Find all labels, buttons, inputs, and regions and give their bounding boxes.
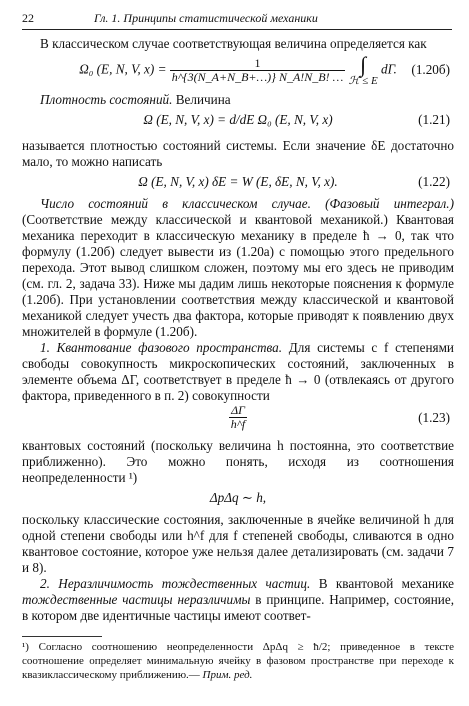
paragraph-phase-quantization — [22, 340, 454, 404]
eq-123-numerator: ΔΓ — [229, 404, 247, 418]
integral-sign: ∫ ℋ ≤ E — [348, 52, 378, 87]
number-of-states-heading: Число состояний в классическом случае. (Фазовый интеграл.) — [40, 196, 454, 211]
equation-1-23 — [22, 404, 454, 438]
equation-number-1-20b: (1.20б) — [411, 62, 450, 77]
indistinguishability-text-a: В квантовой механике — [310, 576, 455, 591]
eq-120b-lhs: Ω₀ (E, N, V, x) = — [79, 61, 167, 77]
eq-123-denominator: h^f — [230, 417, 246, 431]
paragraph-classical-cells: поскольку классические состояния, заключенные в ячейке величиной h для одной степени свободы или h^f для f степеней свободы, сливаются в одно квантовое состояние, которое уже нельзя далее детализировать (см. задачи 7 и 8). — [22, 512, 454, 575]
eq-122-formula: Ω (E, N, V, x) δE = W (E, δE, N, V, x). — [138, 174, 338, 189]
page-number: 22 — [22, 11, 34, 25]
running-title: Гл. 1. Принципы статистической механики — [94, 11, 318, 25]
equation-number-1-22: (1.22) — [418, 174, 450, 189]
paragraph-density-called: называется плотностью состояний системы. Если значение δE достаточно мало, то можно написать — [22, 138, 454, 169]
eq-123-fraction — [229, 404, 247, 431]
phase-quantization-text: Для системы с f степенями свободы совокупность микроскопических состояний, заключенных в элементе объема ΔΓ, соответствует в пределе ħ → 0 (отвлекаясь от другого фактора, приведенного в п. 2) совокупности — [22, 340, 454, 403]
indistinguishability-heading: 2. Неразличимость тождественных частиц. — [40, 576, 311, 591]
running-header — [22, 10, 452, 26]
indistinguishability-emphasis: тождественные частицы неразличимы — [22, 592, 251, 607]
phase-quantization-heading: 1. Квантование фазового пространства. — [40, 340, 283, 355]
equation-number-1-21: (1.21) — [418, 112, 450, 127]
equation-uncertainty — [22, 486, 454, 512]
number-of-states-text: (Соответствие между классической и квантовой механикой.) Квантовая механика переходит в классическую механику в пределе ħ → 0, так что формулу (1.20б) следует вывести из (1.20а) с помощью этого предельного перехода. Этот вывод слишком сложен, поэтому мы его здесь не приводим (см. гл. 2, задача 33). Ниже мы дадим лишь некоторые пояснения к формуле (1.20б). При установлении соответствия между классической и квантовой механикой следует учесть два фактора, которые приводят к появлению двух множителей в формуле (1.20б). — [22, 212, 454, 339]
equation-1-21 — [22, 108, 454, 138]
paragraph-number-of-states — [22, 196, 454, 340]
footnote-signature: Прим. ред. — [202, 669, 253, 681]
paragraph-indistinguishability — [22, 576, 454, 624]
eq-120b-fraction — [170, 57, 346, 84]
footnote-text: ¹) Согласно соотношению неопределенности ΔpΔq ≥ ħ/2; приведенное в тексте соотношение определяет минимальную ячейку в фазовом пространстве при переходе к квазиклассическому приближению.— — [22, 641, 454, 681]
eq-120b-numerator: 1 — [170, 57, 346, 71]
eq-120b-tail: dΓ. — [381, 61, 397, 77]
integral-domain: ℋ ≤ E — [348, 75, 378, 87]
footnote-rule — [22, 636, 102, 637]
density-heading: Плотность состояний. — [40, 92, 173, 107]
paragraph-density-of-states — [22, 92, 454, 108]
eq-121-formula: Ω (E, N, V, x) = d/dE Ω₀ (E, N, V, x) — [143, 112, 333, 127]
equation-1-22 — [22, 170, 454, 196]
footnote — [22, 640, 454, 682]
uncertainty-formula: ΔpΔq ∼ h, — [209, 490, 267, 505]
page-body — [22, 36, 454, 624]
density-text: Величина — [172, 92, 231, 107]
indistinguishability-text-b: в принципе. Например, состояние, в котором две идентичные частицы имеют соответ- — [22, 592, 454, 623]
paragraph-quantum-states: квантовых состояний (поскольку величина h постоянна, это соответствие приближенно). Это можно понять, исходя из соотношения неопределенности ¹) — [22, 438, 454, 485]
equation-1-20b — [22, 52, 454, 92]
header-rule — [22, 29, 452, 30]
equation-number-1-23: (1.23) — [418, 410, 450, 425]
eq-120b-denominator: h^{3(N_A+N_B+…)} N_A!N_B! … — [171, 70, 344, 84]
paragraph-classical-case: В классическом случае соответствующая величина определяется как — [40, 36, 427, 51]
